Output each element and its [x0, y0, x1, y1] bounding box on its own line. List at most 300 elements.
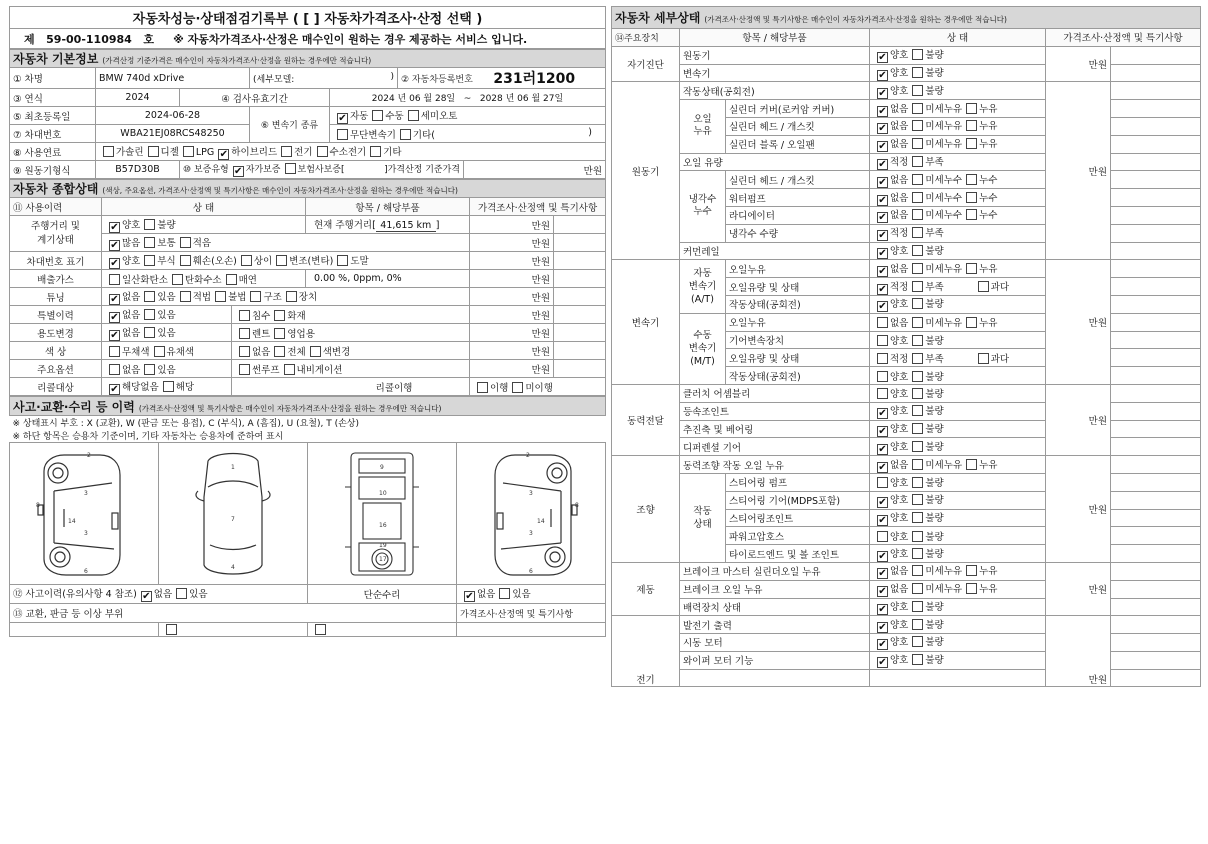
checkbox-none[interactable]: [877, 177, 888, 188]
checkbox-none[interactable]: [877, 266, 888, 277]
opt-none: 없음: [890, 566, 909, 578]
opt-leak: 누유: [979, 263, 998, 275]
checkbox-fire[interactable]: [274, 310, 285, 321]
opt-bad: 불량: [925, 548, 944, 560]
checkbox-proper[interactable]: [877, 230, 888, 241]
checkbox-leak[interactable]: [966, 103, 977, 114]
item-common-rail: 커먼레일: [680, 242, 870, 260]
opt-none: 없음: [122, 291, 141, 303]
price-unit: 만원: [1046, 616, 1111, 687]
label-recall-done: 리콜이행: [232, 378, 470, 396]
engine-type: B57D30B: [96, 161, 180, 179]
checkbox-leak[interactable]: [966, 565, 977, 576]
checkbox-leak[interactable]: [966, 583, 977, 594]
checkbox-tuning-exists[interactable]: [144, 291, 155, 302]
opt-semi-auto: 세미오토: [420, 110, 458, 122]
label-exchange-parts: ⑬ 교환, 판금 등 이상 부위: [10, 604, 457, 623]
checkbox-good[interactable]: [877, 515, 888, 526]
opt-coolant-leak: 누수: [979, 192, 998, 204]
checkbox-gasoline[interactable]: [103, 146, 114, 157]
price-note: [1111, 651, 1201, 669]
price-note: [1111, 313, 1201, 331]
checkbox-accident-exists[interactable]: [176, 588, 187, 599]
checkbox-repair-exists[interactable]: [499, 588, 510, 599]
checkbox-tuning-device[interactable]: [286, 291, 297, 302]
opt-bad: 불량: [925, 478, 944, 490]
opt-good: 양호: [890, 655, 909, 667]
opt-fire: 화재: [287, 310, 306, 322]
svg-text:16: 16: [379, 521, 387, 529]
first-reg-date: 2024-06-28: [96, 107, 250, 125]
car-left-side-diagram: [10, 443, 159, 585]
checkbox-good[interactable]: [877, 497, 888, 508]
checkbox-vin-alter[interactable]: [276, 255, 287, 266]
checkbox-bad[interactable]: [912, 619, 923, 630]
svg-text:6: 6: [84, 567, 88, 575]
opt-whole: 전체: [287, 346, 306, 358]
checkbox-hydrogen[interactable]: [317, 146, 328, 157]
checkbox-color-whole[interactable]: [274, 346, 285, 357]
col-item: 항목 / 해당부품: [680, 29, 870, 47]
basic-info-table: [9, 49, 606, 179]
opt-not-applicable: 해당없음: [122, 381, 159, 393]
mileage-value: 41,615 km: [376, 220, 436, 232]
col-price: 가격조사·산정액 및 특기사항: [1046, 29, 1201, 47]
price-note: [1111, 438, 1201, 456]
price-note: [1111, 473, 1201, 491]
checkbox-coolant-leak[interactable]: [966, 174, 977, 185]
opt-lack: 부족: [925, 228, 944, 240]
item-ps-oil-leak: 동력조향 작동 오일 누유: [680, 456, 870, 474]
label-current-mileage: 현재 주행거리[: [314, 220, 376, 231]
checkbox-bad[interactable]: [912, 245, 923, 256]
opt-lack: 부족: [925, 281, 944, 293]
label-year: ③ 연식: [10, 89, 96, 107]
checkbox-bad[interactable]: [912, 654, 923, 665]
price-note: [1111, 295, 1201, 313]
sub-mt-b: 변속기: [688, 343, 717, 355]
price-note: [1111, 367, 1201, 385]
checkbox-repair-none[interactable]: [464, 591, 475, 602]
checkbox-good[interactable]: [877, 444, 888, 455]
opt-good: 양호: [890, 441, 909, 453]
checkbox-good[interactable]: [877, 551, 888, 562]
opt-none: 없음: [890, 121, 909, 133]
car-top-view-diagram: [159, 443, 308, 585]
checkbox-bad[interactable]: [912, 388, 923, 399]
opt-none: 없음: [477, 589, 496, 600]
checkbox-minor-leak[interactable]: [912, 120, 923, 131]
price-note: [1111, 420, 1201, 438]
price-note: [1111, 278, 1201, 296]
price-unit: 만원: [1046, 46, 1111, 82]
checkbox-minor-leak[interactable]: [912, 317, 923, 328]
checkbox-minor-leak[interactable]: [912, 583, 923, 594]
opt-proper: 적정: [890, 353, 909, 365]
label-simple-repair: 단순수리: [308, 585, 457, 604]
price-note: [1111, 331, 1201, 349]
checkbox-bad[interactable]: [912, 494, 923, 505]
section-title: 자동차 기본정보: [13, 52, 99, 66]
opt-vin-diff: 상이: [253, 255, 273, 267]
checkbox-good[interactable]: [877, 622, 888, 633]
sub-oil-a: 오일: [693, 114, 712, 126]
section-title: 사고·교환·수리 등 이력: [13, 399, 135, 414]
checkbox-none[interactable]: [877, 106, 888, 117]
checkbox-bad[interactable]: [912, 636, 923, 647]
car-left-side-icon: [24, 447, 144, 581]
right-panel: [611, 6, 1200, 687]
opt-other-end: ): [588, 126, 592, 138]
checkbox-bad[interactable]: [912, 548, 923, 559]
opt-none: 없음: [890, 459, 909, 471]
checkbox-good[interactable]: [877, 657, 888, 668]
parts-row-cell: [159, 623, 308, 637]
price-unit: 만원: [1046, 456, 1111, 563]
checkbox-tuning-none[interactable]: [109, 294, 120, 305]
mileage-end: ]: [435, 220, 440, 231]
sub-mt-a: 수동: [693, 330, 712, 342]
checkbox-electric[interactable]: [281, 146, 292, 157]
checkbox-achromatic[interactable]: [109, 346, 120, 357]
opt-device: 장치: [298, 291, 318, 303]
item-steering-joint: 스티어링조인트: [726, 509, 870, 527]
checkbox-none[interactable]: [877, 195, 888, 206]
checkbox-leak[interactable]: [966, 263, 977, 274]
reg-number: 231러1200: [464, 68, 606, 89]
item-next: [680, 669, 870, 687]
checkbox-insurer-warranty[interactable]: [285, 163, 296, 174]
checkbox-vin-good[interactable]: [109, 258, 120, 269]
checkbox-proper[interactable]: [877, 284, 888, 295]
checkbox-good[interactable]: [877, 70, 888, 81]
checkbox-good[interactable]: [877, 335, 888, 346]
checkbox-none[interactable]: [877, 317, 888, 328]
price-note: [1111, 153, 1201, 171]
svg-text:17: 17: [379, 555, 387, 563]
price-note: [1111, 384, 1201, 402]
sub-coolant-b: 누수: [693, 206, 712, 218]
checkbox-minor-coolant[interactable]: [912, 209, 923, 220]
label-vin: ⑦ 차대번호: [10, 125, 96, 143]
opt-bad: 불량: [925, 371, 944, 383]
checkbox-use-none[interactable]: [109, 330, 120, 341]
opt-good: 양호: [890, 335, 909, 347]
checkbox-coolant-leak[interactable]: [966, 192, 977, 203]
fuel-gasoline: 가솔린: [116, 146, 144, 158]
checkbox-good[interactable]: [877, 371, 888, 382]
item-transmission: 변속기: [680, 64, 870, 82]
checkbox-lack[interactable]: [912, 227, 923, 238]
checkbox-bad[interactable]: [912, 512, 923, 523]
checkbox-vin-diff[interactable]: [241, 255, 252, 266]
item-steering-gear: 스티어링 기어(MDPS포함): [726, 491, 870, 509]
checkbox-option-exists[interactable]: [144, 364, 155, 375]
checkbox-good[interactable]: [877, 477, 888, 488]
opt-leak: 누유: [979, 459, 998, 471]
checkbox-accident-none[interactable]: [141, 591, 152, 602]
checkbox-cvt[interactable]: [337, 129, 348, 140]
checkbox-special-exists[interactable]: [144, 309, 155, 320]
checkbox-good[interactable]: [877, 248, 888, 259]
checkbox-semi-auto[interactable]: [408, 110, 419, 121]
checkbox-gauge-bad[interactable]: [144, 219, 155, 230]
checkbox-none[interactable]: [877, 568, 888, 579]
checkbox-color-none[interactable]: [239, 346, 250, 357]
left-panel: [9, 6, 605, 637]
price-note: [1111, 634, 1201, 652]
checkbox-special-none[interactable]: [109, 312, 120, 323]
checkbox-flood[interactable]: [239, 310, 250, 321]
checkbox-minor-coolant[interactable]: [912, 192, 923, 203]
price-note: [554, 270, 606, 288]
checkbox-leak[interactable]: [966, 120, 977, 131]
label-fuel: ⑧ 사용연료: [10, 143, 96, 161]
checkbox-none[interactable]: [877, 141, 888, 152]
checkbox-good[interactable]: [877, 531, 888, 542]
price-unit: 만원: [470, 342, 554, 360]
checkbox-hc[interactable]: [172, 274, 183, 285]
label-color: 색 상: [10, 342, 102, 360]
checkbox-rent[interactable]: [239, 328, 250, 339]
item-oil-flow: 오일 유량: [680, 153, 870, 171]
checkbox-part[interactable]: [315, 624, 326, 635]
item-alternator: 발전기 출력: [680, 616, 870, 634]
checkbox-bad[interactable]: [912, 298, 923, 309]
checkbox-minor-leak[interactable]: [912, 103, 923, 114]
checkbox-minor-leak[interactable]: [912, 459, 923, 470]
opt-none: 없음: [122, 309, 141, 321]
opt-not-done: 미이행: [525, 382, 553, 394]
checkbox-lpg[interactable]: [183, 146, 194, 157]
opt-color-change: 색변경: [322, 346, 351, 358]
opt-good: 양호: [890, 406, 909, 418]
item-idle: 작동상태(공회전): [680, 82, 870, 100]
opt-minor-coolant: 미세누수: [925, 210, 963, 222]
opt-exists: 있음: [157, 327, 176, 339]
checkbox-recall-done[interactable]: [477, 382, 488, 393]
item-diff-gear: 디퍼렌셜 기어: [680, 438, 870, 456]
checkbox-good[interactable]: [877, 639, 888, 650]
checkbox-fuel-other[interactable]: [370, 146, 381, 157]
opt-applicable: 해당: [175, 381, 195, 393]
base-price-unit: 만원: [464, 161, 606, 179]
checkbox-color-change[interactable]: [310, 346, 321, 357]
checkbox-bad[interactable]: [912, 531, 923, 542]
checkbox-sunroof[interactable]: [239, 364, 250, 375]
svg-text:3: 3: [84, 489, 88, 497]
checkbox-bad[interactable]: [912, 477, 923, 488]
checkbox-part[interactable]: [166, 624, 177, 635]
checkbox-excess[interactable]: [978, 281, 989, 292]
checkbox-tuning-legal[interactable]: [180, 291, 191, 302]
svg-text:9: 9: [380, 463, 384, 471]
col-item: 항목 / 해당부품: [306, 198, 470, 216]
checkbox-option-none[interactable]: [109, 364, 120, 375]
checkbox-minor-coolant[interactable]: [912, 174, 923, 185]
group-transmission: 변속기: [612, 260, 680, 385]
price-note: [554, 360, 606, 378]
legend-symbols: ※ 상태표시 부호 : X (교환), W (판금 또는 용접), C (부식), A (흠집), U (요철), T (손상): [12, 419, 360, 429]
accident-history-table: [9, 396, 606, 637]
checkbox-bad[interactable]: [912, 405, 923, 416]
group-electrical: 전기: [612, 616, 680, 687]
sub-op-b: 상태: [693, 518, 712, 530]
checkbox-good[interactable]: [877, 52, 888, 63]
checkbox-none[interactable]: [877, 462, 888, 473]
price-note: [1111, 171, 1201, 189]
checkbox-bad[interactable]: [912, 49, 923, 60]
checkbox-lack[interactable]: [912, 156, 923, 167]
opt-none: 없음: [252, 346, 271, 358]
col-status: 상 태: [870, 29, 1046, 47]
price-note: [1111, 616, 1201, 634]
item-radiator: 라디에이터: [726, 206, 870, 224]
checkbox-use-exists[interactable]: [144, 327, 155, 338]
price-note: [1111, 580, 1201, 598]
checkbox-chromatic[interactable]: [154, 346, 165, 357]
checkbox-vin-damage[interactable]: [180, 255, 191, 266]
checkbox-recall-not-done[interactable]: [512, 382, 523, 393]
svg-text:3: 3: [529, 489, 533, 497]
opt-none: 없음: [153, 589, 173, 600]
document-title: 자동차성능·상태점검기록부 ( [ ] 자동차가격조사·산정 선택 ): [10, 7, 606, 29]
checkbox-recall-applicable[interactable]: [163, 381, 174, 392]
opt-struct: 구조: [263, 291, 282, 303]
price-note: [1111, 100, 1201, 118]
parts-row-cell: [10, 623, 159, 637]
price-note: [1111, 527, 1201, 545]
checkbox-other-trans[interactable]: [400, 129, 411, 140]
checkbox-co[interactable]: [109, 274, 120, 285]
checkbox-leak[interactable]: [966, 138, 977, 149]
serial-prefix: 제: [24, 32, 35, 46]
checkbox-good[interactable]: [877, 604, 888, 615]
checkbox-recall-na[interactable]: [109, 384, 120, 395]
checkbox-vin-corrosion[interactable]: [144, 255, 155, 266]
checkbox-bad[interactable]: [912, 371, 923, 382]
price-unit: 만원: [470, 234, 554, 252]
car-right-side-diagram: [457, 443, 606, 585]
label-emission: 배출가스: [10, 270, 102, 288]
item-mt-oil-level: 오일유량 및 상태: [726, 349, 870, 367]
opt-vin-erase: 도말: [350, 255, 369, 267]
opt-leak: 누유: [979, 584, 998, 596]
label-vin-mark: 차대번호 표기: [10, 252, 102, 270]
price-note: [1111, 598, 1201, 616]
checkbox-auto[interactable]: [337, 113, 348, 124]
basic-info-section: [10, 50, 606, 68]
checkbox-good[interactable]: [877, 388, 888, 399]
fuel-lpg: LPG: [195, 146, 215, 158]
item-cylinder-head: 실린더 헤드 / 개스킷: [726, 117, 870, 135]
price-note: [1111, 260, 1201, 278]
checkbox-smoke[interactable]: [226, 274, 237, 285]
opt-cvt: 무단변속기: [350, 129, 396, 141]
checkbox-bad[interactable]: [912, 423, 923, 434]
opt-minor-leak: 미세누유: [925, 139, 963, 151]
price-note: [554, 324, 606, 342]
opt-good: 양호: [890, 245, 909, 257]
checkbox-tuning-struct[interactable]: [250, 291, 261, 302]
checkbox-none[interactable]: [877, 212, 888, 223]
price-note: [1111, 206, 1201, 224]
fuel-hydrogen: 수소전기: [329, 146, 367, 158]
checkbox-navigation[interactable]: [284, 364, 295, 375]
svg-text:3: 3: [84, 529, 88, 537]
checkbox-good[interactable]: [877, 88, 888, 99]
checkbox-minor-leak[interactable]: [912, 263, 923, 274]
checkbox-coolant-leak[interactable]: [966, 209, 977, 220]
opt-proper: 적정: [890, 156, 909, 168]
accident-section: [10, 397, 606, 416]
checkbox-good[interactable]: [877, 408, 888, 419]
checkbox-proper[interactable]: [877, 353, 888, 364]
opt-good: 양호: [122, 219, 141, 231]
price-note: [1111, 562, 1201, 580]
checkbox-vin-erase[interactable]: [337, 255, 348, 266]
opt-minor-coolant: 미세누수: [925, 192, 963, 204]
sub-at-c: (A/T): [691, 294, 714, 306]
checkbox-self-warranty[interactable]: [233, 166, 244, 177]
checkbox-lack[interactable]: [912, 353, 923, 364]
checkbox-none[interactable]: [877, 586, 888, 597]
svg-text:2: 2: [526, 451, 530, 459]
svg-text:2: 2: [87, 451, 91, 459]
checkbox-mileage-few[interactable]: [180, 237, 191, 248]
checkbox-bad[interactable]: [912, 335, 923, 346]
opt-bad: 불량: [925, 85, 944, 97]
item-at-idle: 작동상태(공회전): [726, 295, 870, 313]
checkbox-manual[interactable]: [372, 110, 383, 121]
opt-excess: 과다: [990, 281, 1010, 293]
checkbox-leak[interactable]: [966, 317, 977, 328]
checkbox-mileage-many[interactable]: [109, 240, 120, 251]
checkbox-bad[interactable]: [912, 67, 923, 78]
opt-none: 없음: [890, 192, 909, 204]
opt-none: 없음: [122, 364, 141, 376]
checkbox-bad[interactable]: [912, 85, 923, 96]
car-frame-icon: [337, 447, 427, 581]
checkbox-diesel[interactable]: [148, 146, 159, 157]
checkbox-gauge-good[interactable]: [109, 222, 120, 233]
price-note: [1111, 242, 1201, 260]
checkbox-business[interactable]: [274, 328, 285, 339]
checkbox-good[interactable]: [877, 301, 888, 312]
checkbox-bad[interactable]: [912, 601, 923, 612]
group-self-diagnosis: 자기진단: [612, 46, 680, 82]
checkbox-minor-leak[interactable]: [912, 138, 923, 149]
checkbox-lack[interactable]: [912, 281, 923, 292]
opt-bad: 불량: [925, 601, 944, 613]
item-cylinder-block: 실린더 블록 / 오일팬: [726, 135, 870, 153]
checkbox-bad[interactable]: [912, 441, 923, 452]
checkbox-minor-leak[interactable]: [912, 565, 923, 576]
checkbox-mileage-normal[interactable]: [144, 237, 155, 248]
checkbox-excess[interactable]: [978, 353, 989, 364]
checkbox-proper[interactable]: [877, 159, 888, 170]
checkbox-tuning-illegal[interactable]: [215, 291, 226, 302]
svg-text:8: 8: [36, 501, 40, 509]
checkbox-none[interactable]: [877, 123, 888, 134]
checkbox-leak[interactable]: [966, 459, 977, 470]
opt-exists: 있음: [157, 309, 176, 321]
opt-good: 양호: [890, 371, 909, 383]
price-note: [1111, 46, 1201, 64]
checkbox-hybrid[interactable]: [218, 149, 229, 160]
checkbox-good[interactable]: [877, 426, 888, 437]
warranty-self: 자가보증: [245, 165, 281, 175]
